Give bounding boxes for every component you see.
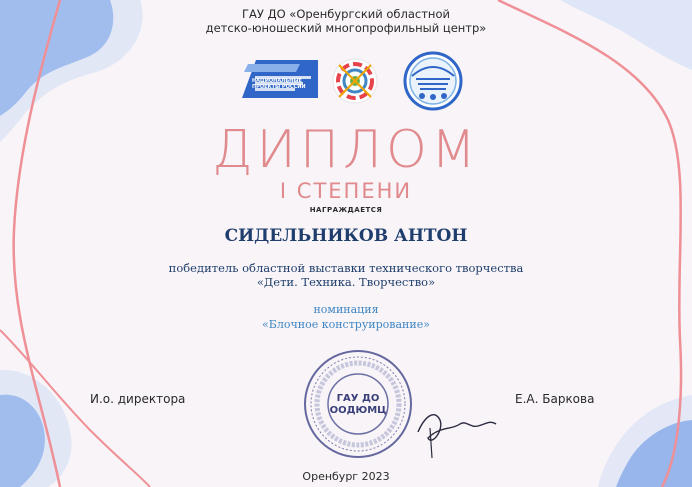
description-line2: «Дети. Техника. Творчество»	[256, 275, 436, 289]
handwritten-signature	[418, 415, 496, 441]
description-line1: победитель областной выставки технического творчества	[168, 261, 524, 275]
technopark-logo	[333, 59, 377, 103]
recipient-name: СИДЕЛЬНИКОВ АНТОН	[224, 226, 468, 246]
city-year: Оренбург 2023	[302, 470, 390, 483]
nomination-name: «Блочное конструирование»	[262, 318, 430, 331]
nomination-label: номинация	[313, 303, 379, 316]
awarded-label: НАГРАЖДАЕТСЯ	[309, 206, 383, 214]
stamp-text	[318, 393, 398, 417]
org-name-line1: ГАУ ДО «Оренбургский областной	[242, 7, 450, 21]
regional-center-logo	[405, 53, 461, 109]
org-name-line2: детско-юношеский многопрофильный центр»	[205, 21, 487, 35]
diploma-title: ДИПЛОМ	[212, 120, 480, 180]
signature-position: И.о. директора	[90, 392, 186, 406]
stamp-line2: ООДЮМЦ	[329, 405, 387, 416]
diploma-degree: I СТЕПЕНИ	[279, 179, 413, 203]
stamp-line1: ГАУ ДО	[336, 393, 380, 404]
signer-name: Е.А. Баркова	[515, 392, 595, 406]
national-projects-logo-text: НАЦИОНАЛЬНЫЕ ПРОЕКТЫ РОССИИ	[252, 78, 306, 90]
